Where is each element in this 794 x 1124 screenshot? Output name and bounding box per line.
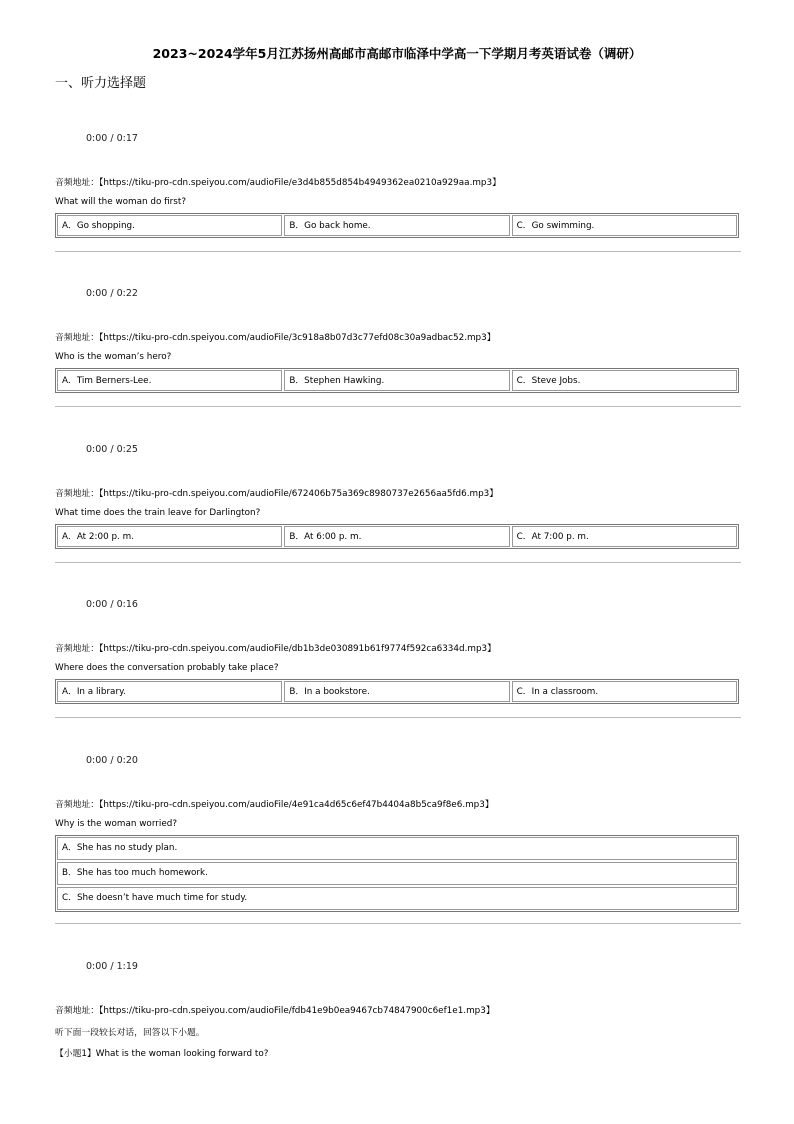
option-b[interactable]: B．At 6:00 p. m. bbox=[284, 526, 509, 547]
audio-address[interactable] bbox=[55, 175, 501, 188]
question-stem: Where does the conversation probably take place? bbox=[55, 663, 279, 673]
audio-url[interactable]: 【https://tiku-pro-cdn.speiyou.com/audioFile/fdb41e9b0ea9467cb74847900c6ef1e1.mp3】 bbox=[99, 1006, 495, 1016]
audio-player-time[interactable]: 0:00 / 0:16 bbox=[86, 599, 138, 610]
audio-address[interactable] bbox=[55, 486, 498, 499]
audio-player-time[interactable]: 0:00 / 0:17 bbox=[86, 133, 138, 144]
option-a[interactable]: A．Tim Berners-Lee. bbox=[57, 370, 282, 391]
option-b[interactable]: B．Stephen Hawking. bbox=[284, 370, 509, 391]
question-stem: What will the woman do first? bbox=[55, 197, 186, 207]
options-group bbox=[55, 524, 739, 549]
audio-player-time[interactable]: 0:00 / 0:20 bbox=[86, 755, 138, 766]
audio-label: 音频地址： bbox=[55, 333, 99, 343]
audio-address[interactable] bbox=[55, 1003, 495, 1016]
option-c[interactable]: C．Go swimming. bbox=[512, 215, 737, 236]
audio-address[interactable] bbox=[55, 797, 494, 810]
question-stem: Who is the woman’s hero? bbox=[55, 352, 172, 362]
divider bbox=[55, 406, 741, 407]
audio-url[interactable]: 【https://tiku-pro-cdn.speiyou.com/audioFile/e3d4b855d854b4949362ea0210a929aa.mp3】 bbox=[99, 178, 501, 188]
audio-label: 音频地址： bbox=[55, 644, 99, 654]
options-group bbox=[55, 368, 739, 393]
option-c[interactable]: C．She doesn’t have much time for study. bbox=[57, 887, 737, 910]
sub-question-stem: 【小题1】What is the woman looking forward to? bbox=[55, 1049, 269, 1059]
option-c[interactable]: C．At 7:00 p. m. bbox=[512, 526, 737, 547]
options-group bbox=[55, 213, 739, 238]
option-b[interactable]: B．Go back home. bbox=[284, 215, 509, 236]
option-a[interactable]: A．She has no study plan. bbox=[57, 837, 737, 860]
question-stem: Why is the woman worried? bbox=[55, 819, 178, 829]
option-a[interactable]: A．At 2:00 p. m. bbox=[57, 526, 282, 547]
audio-url[interactable]: 【https://tiku-pro-cdn.speiyou.com/audioFile/3c918a8b07d3c77efd08c30a9adbac52.mp3】 bbox=[99, 333, 496, 343]
audio-player-time[interactable]: 0:00 / 0:22 bbox=[86, 288, 138, 299]
option-a[interactable]: A．Go shopping. bbox=[57, 215, 282, 236]
option-c[interactable]: C．Steve Jobs. bbox=[512, 370, 737, 391]
divider bbox=[55, 923, 741, 924]
section-title: 一、听力选择题 bbox=[55, 76, 147, 91]
option-c[interactable]: C．In a classroom. bbox=[512, 681, 737, 702]
divider bbox=[55, 562, 741, 563]
options-group bbox=[55, 679, 739, 704]
question-stem: What time does the train leave for Darlington? bbox=[55, 508, 261, 518]
option-b[interactable]: B．She has too much homework. bbox=[57, 862, 737, 885]
options-group bbox=[55, 835, 739, 912]
page-title: 2023~2024学年5月江苏扬州高邮市高邮市临泽中学高一下学期月考英语试卷（调研） bbox=[152, 46, 642, 61]
audio-label: 音频地址： bbox=[55, 1006, 99, 1016]
divider bbox=[55, 717, 741, 718]
option-a[interactable]: A．In a library. bbox=[57, 681, 282, 702]
question-intro: 听下面一段较长对话，回答以下小题。 bbox=[55, 1028, 205, 1038]
audio-url[interactable]: 【https://tiku-pro-cdn.speiyou.com/audioFile/4e91ca4d65c6ef47b4404a8b5ca9f8e6.mp3】 bbox=[99, 800, 494, 810]
option-b[interactable]: B．In a bookstore. bbox=[284, 681, 509, 702]
divider bbox=[55, 251, 741, 252]
audio-player-time[interactable]: 0:00 / 1:19 bbox=[86, 961, 138, 972]
audio-label: 音频地址： bbox=[55, 800, 99, 810]
audio-label: 音频地址： bbox=[55, 489, 99, 499]
audio-url[interactable]: 【https://tiku-pro-cdn.speiyou.com/audioFile/672406b75a369c8980737e2656aa5fd6.mp3】 bbox=[99, 489, 499, 499]
audio-label: 音频地址： bbox=[55, 178, 99, 188]
audio-address[interactable] bbox=[55, 330, 496, 343]
audio-url[interactable]: 【https://tiku-pro-cdn.speiyou.com/audioFile/db1b3de030891b61f9774f592ca6334d.mp3】 bbox=[99, 644, 496, 654]
audio-address[interactable] bbox=[55, 641, 496, 654]
audio-player-time[interactable]: 0:00 / 0:25 bbox=[86, 444, 138, 455]
